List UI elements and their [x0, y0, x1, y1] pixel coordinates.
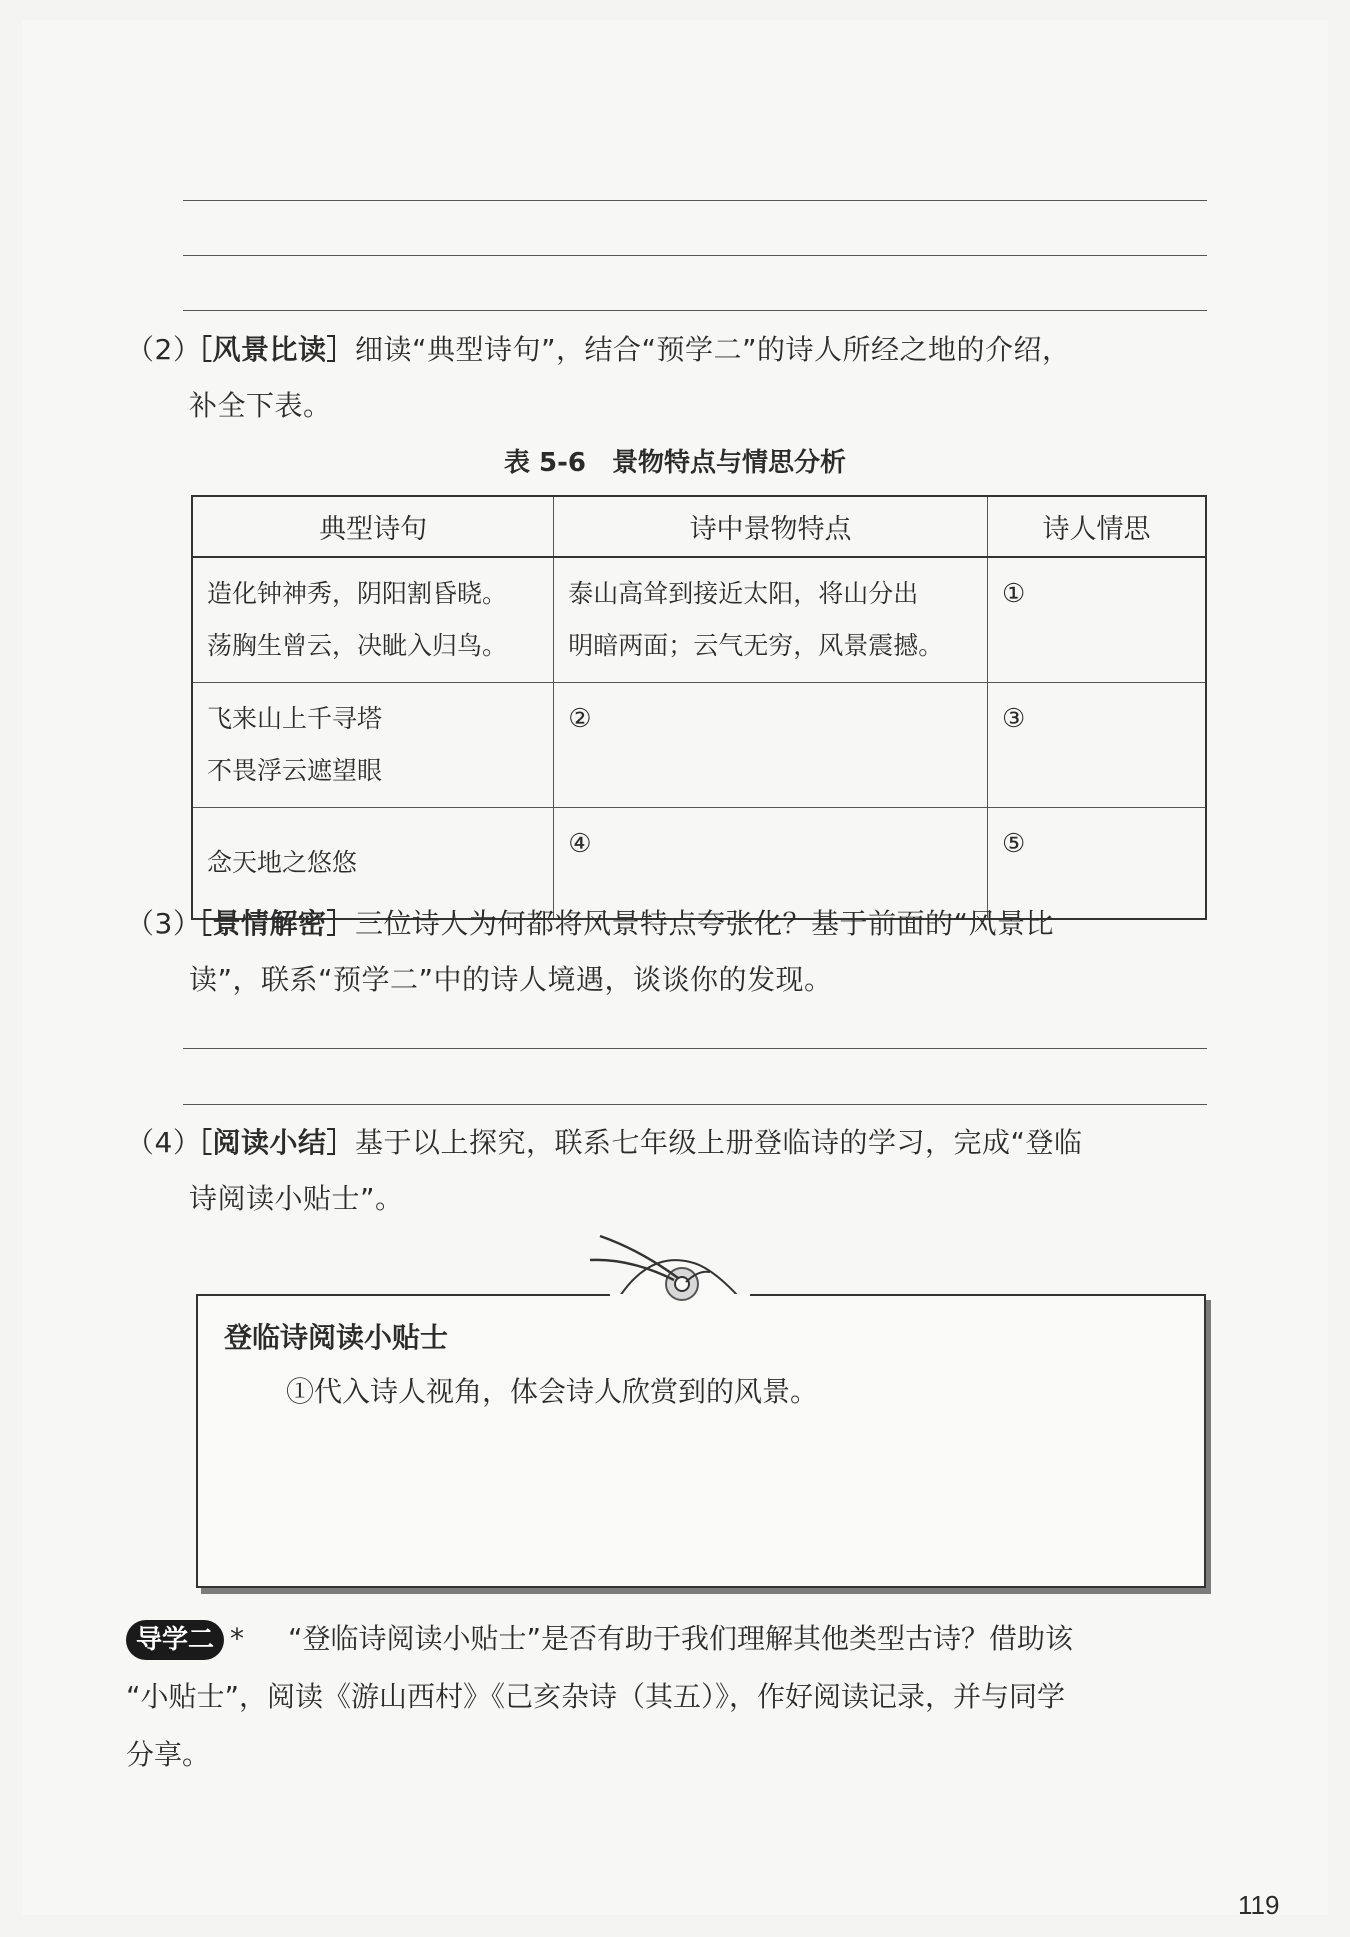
question-number: （3） [126, 907, 202, 940]
table-caption: 表 5-6 景物特点与情思分析 [503, 448, 847, 478]
poem-line: 造化钟神秀，阴阳割昏晓。 [207, 579, 508, 608]
tips-title: 登临诗阅读小贴士 [224, 1321, 449, 1354]
blank-marker: ⑤ [1001, 829, 1026, 859]
question-4 [126, 1115, 1210, 1227]
header-poem: 典型诗句 [192, 496, 554, 557]
guide-text-cont: 分享。 [126, 1738, 211, 1771]
guide-text: “登临诗阅读小贴士”是否有助于我们理解其他类型古诗？借助该 [288, 1622, 1074, 1655]
answer-line [183, 1104, 1207, 1105]
page-number: 119 [1238, 1890, 1280, 1920]
answer-line [183, 255, 1207, 256]
table-row [192, 683, 1206, 808]
guide-star: * [230, 1622, 245, 1655]
poem-line: 飞来山上千寻塔 [207, 704, 383, 733]
answer-line [183, 1048, 1207, 1049]
answer-line [183, 200, 1207, 201]
poem-cell [192, 683, 554, 808]
blank-marker: ① [1001, 579, 1026, 609]
question-text-cont: 读”，联系“预学二”中的诗人境遇，谈谈你的发现。 [189, 963, 833, 996]
question-text-cont: 诗阅读小贴士”。 [189, 1182, 404, 1215]
features-line: 明暗两面；云气无穷，风景震撼。 [568, 631, 944, 660]
question-text-cont: 补全下表。 [189, 389, 332, 422]
poem-line: 不畏浮云遮望眼 [207, 756, 383, 785]
blank-marker: ② [568, 704, 592, 734]
emotion-cell[interactable] [987, 557, 1206, 683]
tips-item: ①代入诗人视角，体会诗人欣赏到的风景。 [286, 1375, 819, 1408]
poem-line: 念天地之悠悠 [207, 848, 358, 877]
question-2 [126, 322, 1210, 434]
question-3 [126, 896, 1210, 1008]
tips-card [196, 1294, 1206, 1588]
answer-line [183, 310, 1207, 311]
question-number: （4） [126, 1126, 202, 1159]
header-features: 诗中景物特点 [554, 496, 988, 557]
question-tag: ［风景比读］ [184, 333, 356, 366]
question-text: 三位诗人为何都将风景特点夸张化？基于前面的“风景比 [355, 907, 1055, 940]
table-row [192, 557, 1206, 683]
question-text: 基于以上探究，联系七年级上册登临诗的学习，完成“登临 [355, 1126, 1083, 1159]
guide-text-cont: “小贴士”，阅读《游山西村》《己亥杂诗（其五）》，作好阅读记录，并与同学 [126, 1680, 1066, 1713]
blank-marker: ④ [568, 829, 592, 859]
question-tag: ［景情解密］ [184, 907, 356, 940]
poem-cell [192, 557, 554, 683]
guide-badge: 导学二 [126, 1620, 224, 1660]
features-line: 泰山高耸到接近太阳，将山分出 [568, 579, 919, 608]
scene-analysis-table [191, 495, 1207, 920]
blank-marker: ③ [1001, 704, 1026, 734]
question-tag: ［阅读小结］ [184, 1126, 356, 1159]
emotion-cell[interactable] [987, 683, 1206, 808]
header-emotion: 诗人情思 [987, 496, 1206, 557]
features-cell[interactable] [554, 683, 988, 808]
guide-section [126, 1610, 1210, 1784]
question-text: 细读“典型诗句”，结合“预学二”的诗人所经之地的介绍， [355, 333, 1071, 366]
tag-string-icon [570, 1232, 750, 1312]
question-number: （2） [126, 333, 202, 366]
features-cell [554, 557, 988, 683]
table-header-row [192, 496, 1206, 557]
poem-line: 荡胸生曾云，决眦入归鸟。 [207, 631, 508, 660]
